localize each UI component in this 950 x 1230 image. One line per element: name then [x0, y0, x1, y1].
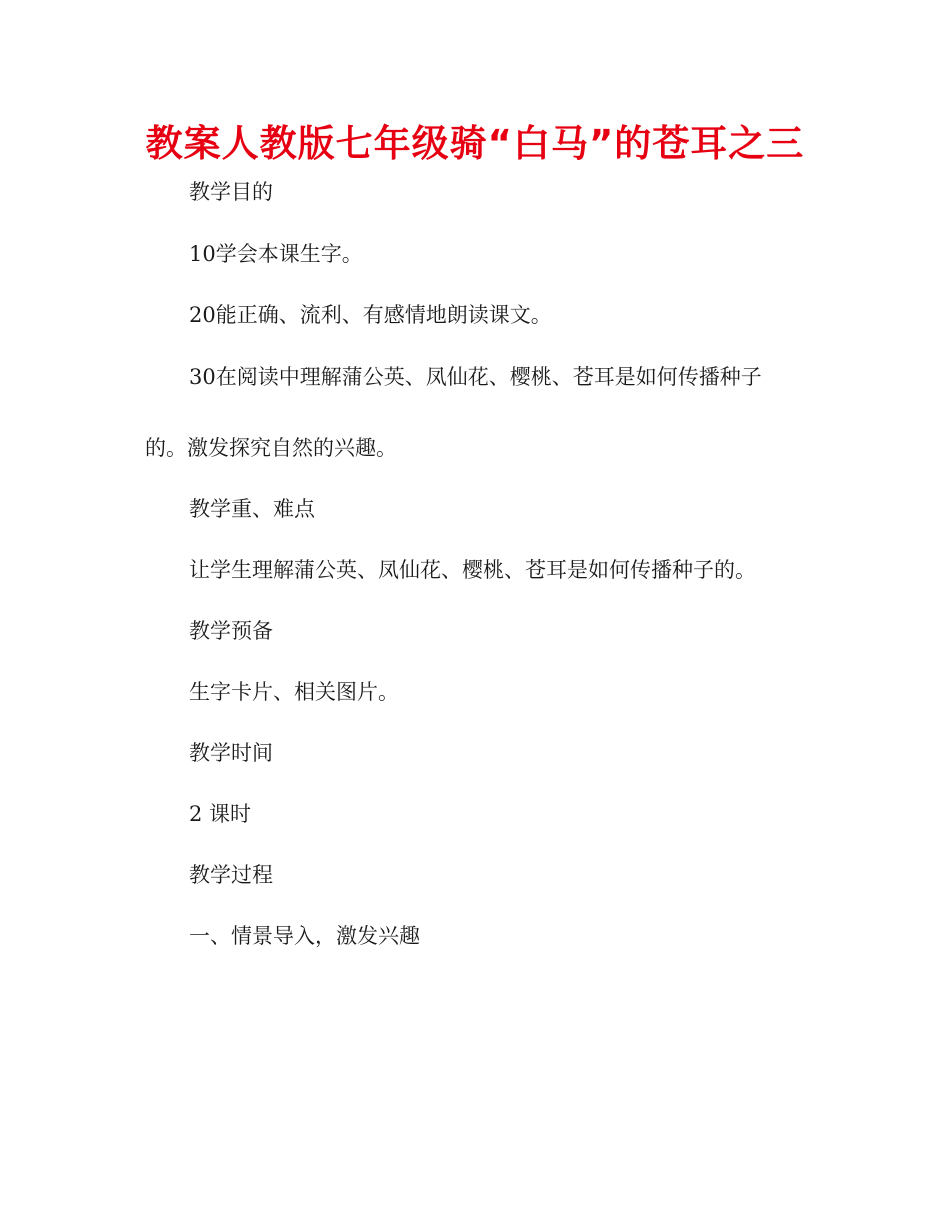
objective-2: 20能正确、流利、有感情地朗读课文。 — [189, 303, 552, 327]
heading-preparation: 教学预备 — [189, 619, 273, 643]
heading-teaching-time: 教学时间 — [189, 741, 273, 765]
heading-teaching-objectives: 教学目的 — [189, 180, 273, 204]
page-title: 教案人教版七年级骑“白马”的苍耳之三 — [145, 122, 805, 165]
heading-teaching-process: 教学过程 — [189, 863, 273, 887]
process-step-1: 一、情景导入，激发兴趣 — [189, 924, 420, 948]
teaching-time-text: 2 课时 — [189, 802, 252, 826]
heading-key-points: 教学重、难点 — [189, 497, 315, 521]
objective-3-continued: 的。激发探究自然的兴趣。 — [145, 436, 397, 460]
preparation-text: 生字卡片、相关图片。 — [189, 680, 399, 704]
objective-1: 10学会本课生字。 — [189, 242, 363, 266]
objective-3: 30在阅读中理解蒲公英、凤仙花、樱桃、苍耳是如何传播种子 — [189, 365, 762, 389]
key-points-text: 让学生理解蒲公英、凤仙花、樱桃、苍耳是如何传播种子的。 — [189, 558, 756, 582]
